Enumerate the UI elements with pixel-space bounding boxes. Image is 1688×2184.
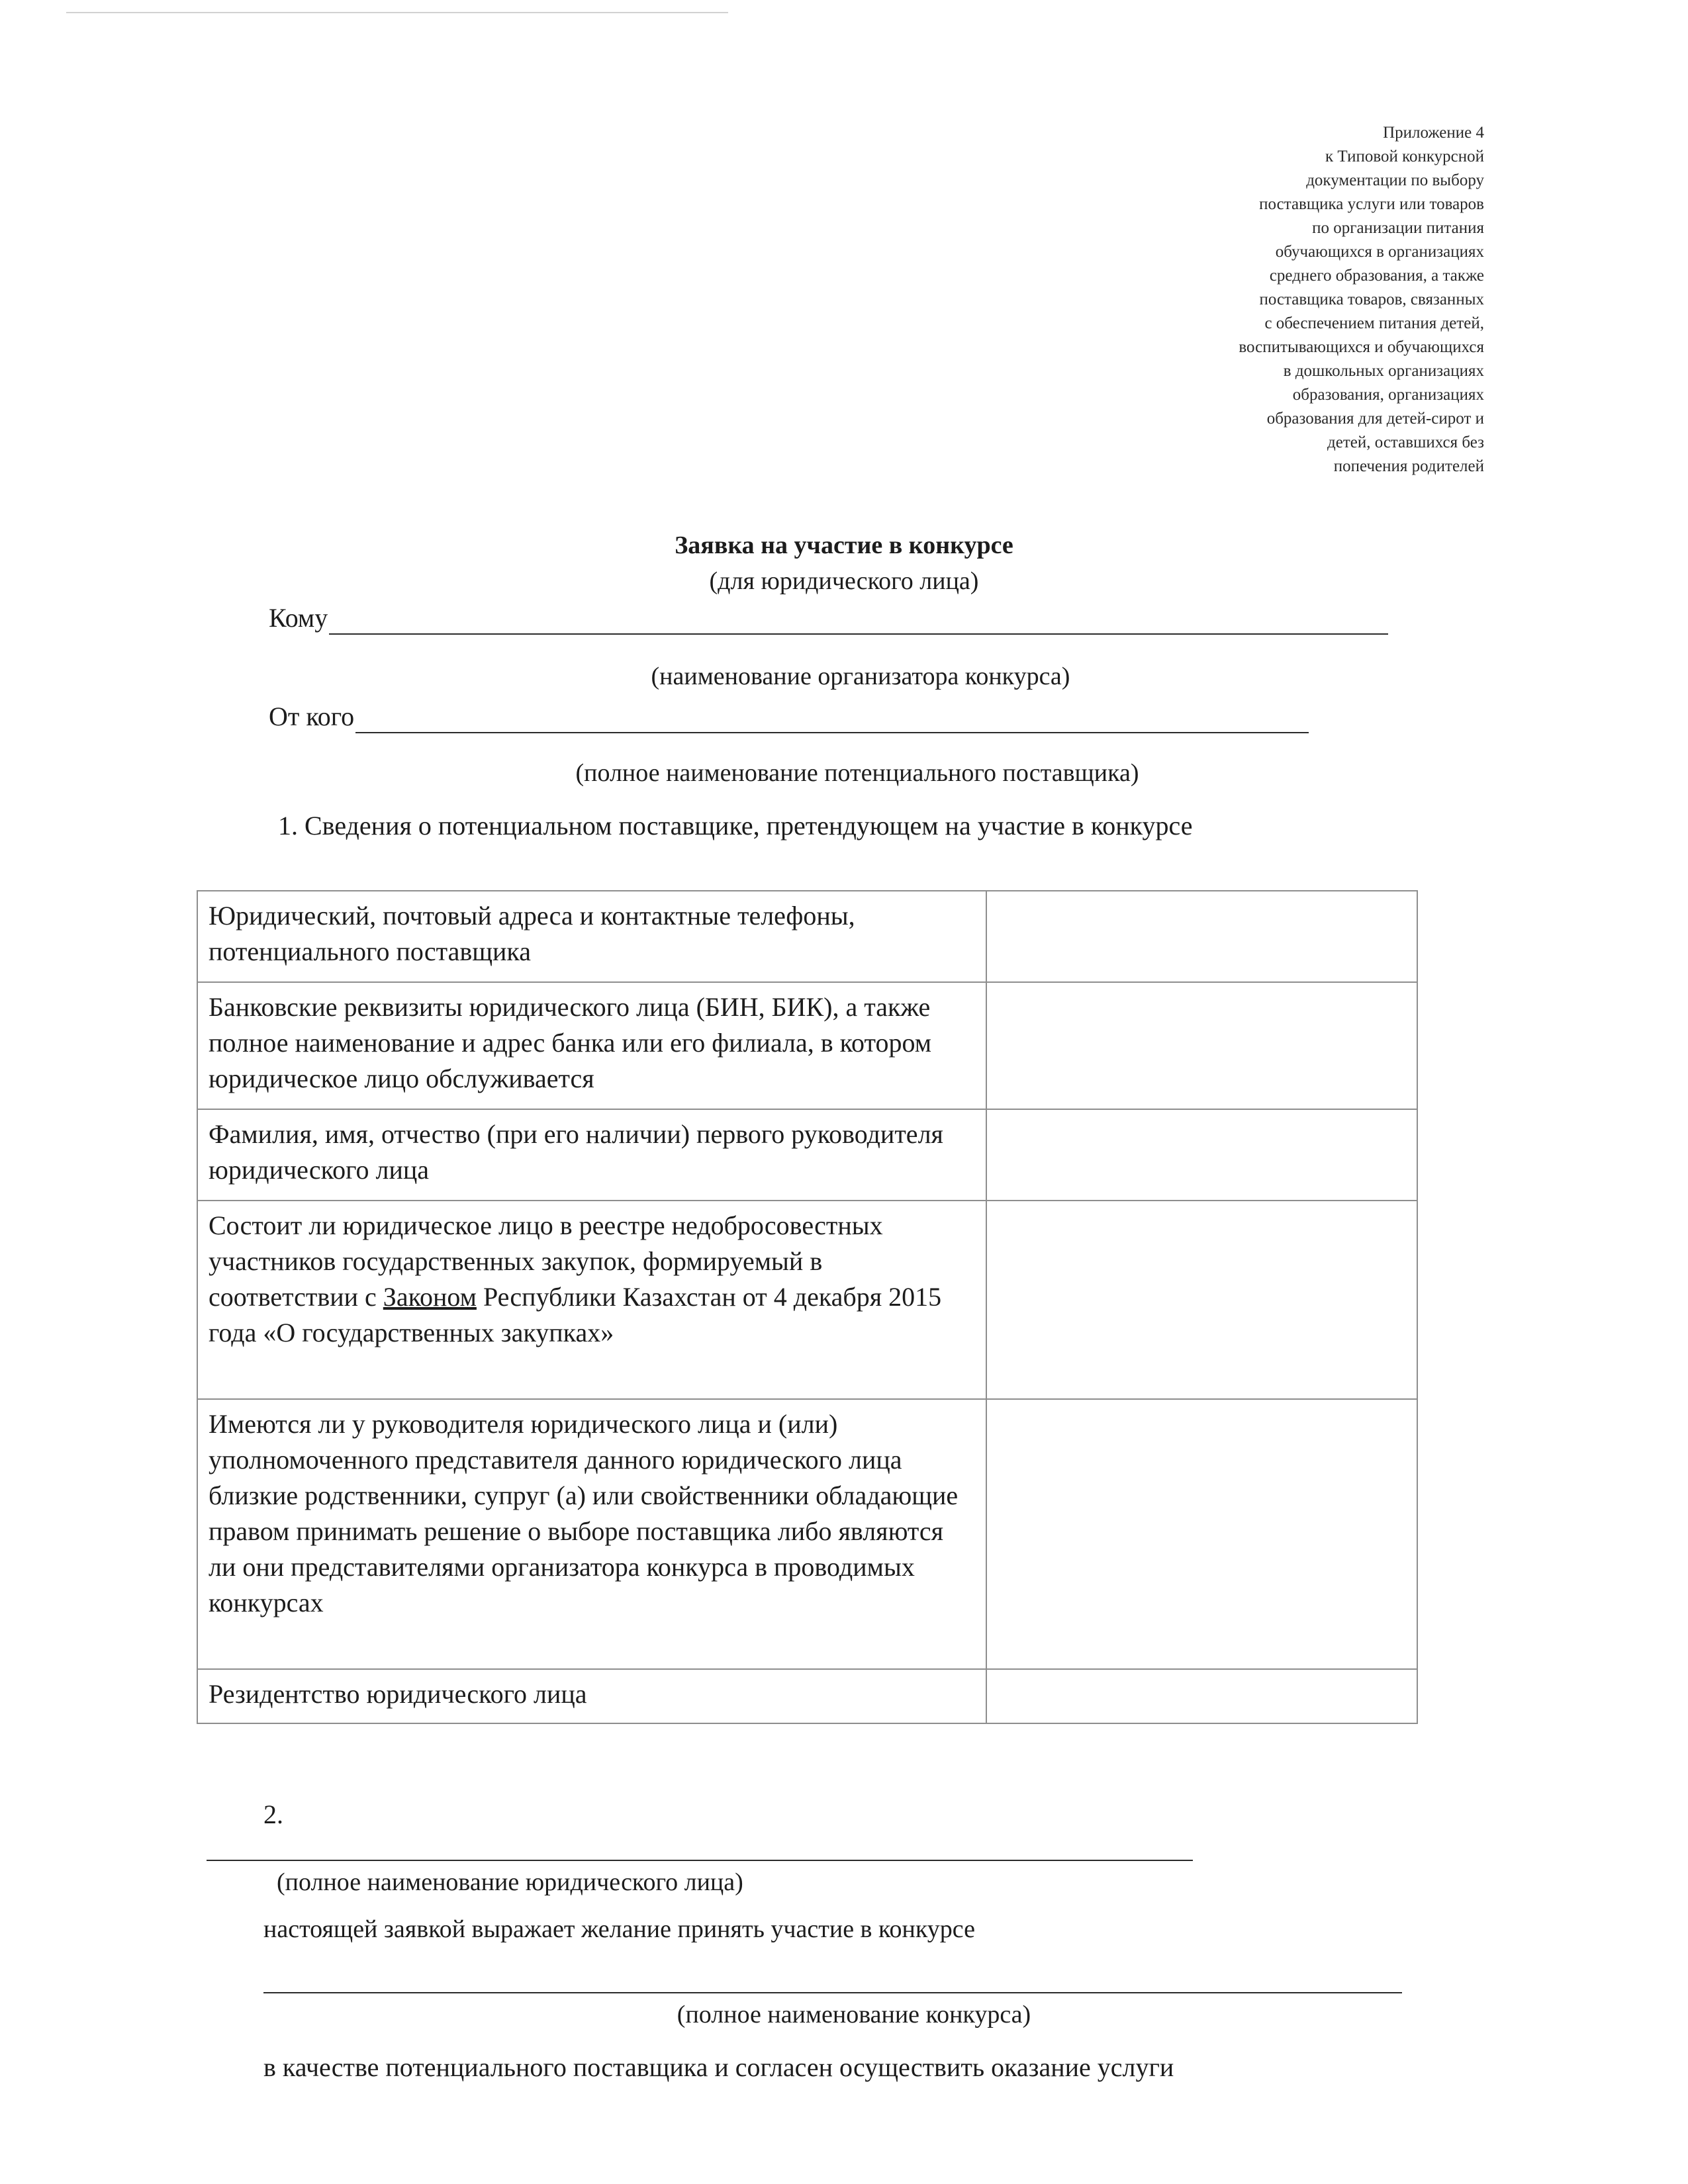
table-row bbox=[197, 1669, 1417, 1723]
to-field-input[interactable] bbox=[329, 607, 1388, 635]
from-field-input[interactable] bbox=[355, 705, 1309, 733]
section-1-heading: 1. Сведения о потенциальном поставщике, претендующем на участие в конкурсе bbox=[278, 811, 1193, 841]
document-title: Заявка на участие в конкурсе bbox=[675, 531, 1013, 559]
table-row bbox=[197, 1399, 1417, 1669]
table-row bbox=[197, 891, 1417, 982]
appendix-line: документации по выбору bbox=[1306, 171, 1484, 189]
appendix-line: по организации питания bbox=[1312, 219, 1484, 237]
appendix-line: образования, организациях bbox=[1292, 386, 1484, 404]
closing-text: в качестве потенциального поставщика и согласен осуществить оказание услуги bbox=[263, 2052, 1174, 2082]
row-question: Банковские реквизиты юридического лица (БИН, БИК), а также полное наименование и адрес банка или его филиала, в котором юридическое лицо обслуживается bbox=[197, 982, 986, 1109]
contest-name-input[interactable] bbox=[263, 1992, 1402, 1993]
row-answer-cell[interactable] bbox=[986, 982, 1417, 1109]
supplier-info-table bbox=[197, 890, 1418, 1724]
appendix-line: в дошкольных организациях bbox=[1283, 362, 1484, 380]
table-row bbox=[197, 1201, 1417, 1399]
row-question bbox=[197, 1201, 986, 1399]
appendix-line: образования для детей-сирот и bbox=[1266, 410, 1484, 428]
section-2-number: 2. bbox=[263, 1799, 283, 1829]
table-row bbox=[197, 982, 1417, 1109]
appendix-line: поставщика услуги или товаров bbox=[1259, 195, 1484, 213]
table-row bbox=[197, 1109, 1417, 1201]
appendix-line: попечения родителей bbox=[1333, 457, 1484, 475]
statement-text: настоящей заявкой выражает желание принять участие в конкурсе bbox=[263, 1915, 975, 1943]
appendix-line: к Типовой конкурсной bbox=[1325, 148, 1484, 165]
document-subtitle: (для юридического лица) bbox=[709, 567, 979, 595]
row-question: Резидентство юридического лица bbox=[197, 1669, 986, 1723]
row-question: Юридический, почтовый адреса и контактные телефоны, потенциального поставщика bbox=[197, 891, 986, 982]
appendix-line: детей, оставшихся без bbox=[1327, 433, 1484, 451]
row-question-text: Состоит ли юридическое лицо в реестре недобросовестных участников государственных закупок, формируемый в соответствии с bbox=[209, 1210, 883, 1312]
row-question: Фамилия, имя, отчество (при его наличии) первого руководителя юридического лица bbox=[197, 1109, 986, 1201]
to-field-label: Кому bbox=[269, 603, 328, 633]
appendix-line: с обеспечением питания детей, bbox=[1264, 314, 1484, 332]
to-field bbox=[269, 602, 1388, 635]
entity-name-input[interactable] bbox=[207, 1860, 1193, 1861]
row-answer-cell[interactable] bbox=[986, 1399, 1417, 1669]
appendix-line: обучающихся в организациях bbox=[1275, 243, 1484, 261]
row-answer-cell[interactable] bbox=[986, 891, 1417, 982]
scan-edge-line bbox=[66, 12, 728, 13]
row-question-text: Республики Казахстан от 4 декабря 2015 года «О государственных закупках» bbox=[209, 1282, 942, 1347]
contest-name-caption: (полное наименование конкурса) bbox=[677, 2001, 1031, 2028]
law-link[interactable]: Законом bbox=[383, 1282, 477, 1312]
appendix-note bbox=[1092, 121, 1484, 478]
appendix-line: поставщика товаров, связанных bbox=[1259, 291, 1484, 308]
appendix-line: воспитывающихся и обучающихся bbox=[1239, 338, 1484, 356]
row-answer-cell[interactable] bbox=[986, 1109, 1417, 1201]
from-field-caption: (полное наименование потенциального поставщика) bbox=[575, 759, 1139, 787]
from-field bbox=[269, 701, 1309, 733]
row-answer-cell[interactable] bbox=[986, 1201, 1417, 1399]
from-field-label: От кого bbox=[269, 702, 355, 731]
to-field-caption: (наименование организатора конкурса) bbox=[651, 662, 1070, 690]
row-answer-cell[interactable] bbox=[986, 1669, 1417, 1723]
row-question: Имеются ли у руководителя юридического лица и (или) уполномоченного представителя данного юридического лица близкие родственники, супруг (а) или свойственники обладающие правом принимать решение о выборе поставщика либо являются ли они представителями организатора конкурса в проводимых конкурсах bbox=[197, 1399, 986, 1669]
appendix-line: Приложение 4 bbox=[1383, 124, 1484, 142]
entity-name-caption: (полное наименование юридического лица) bbox=[277, 1868, 743, 1896]
appendix-line: среднего образования, а также bbox=[1269, 267, 1484, 285]
